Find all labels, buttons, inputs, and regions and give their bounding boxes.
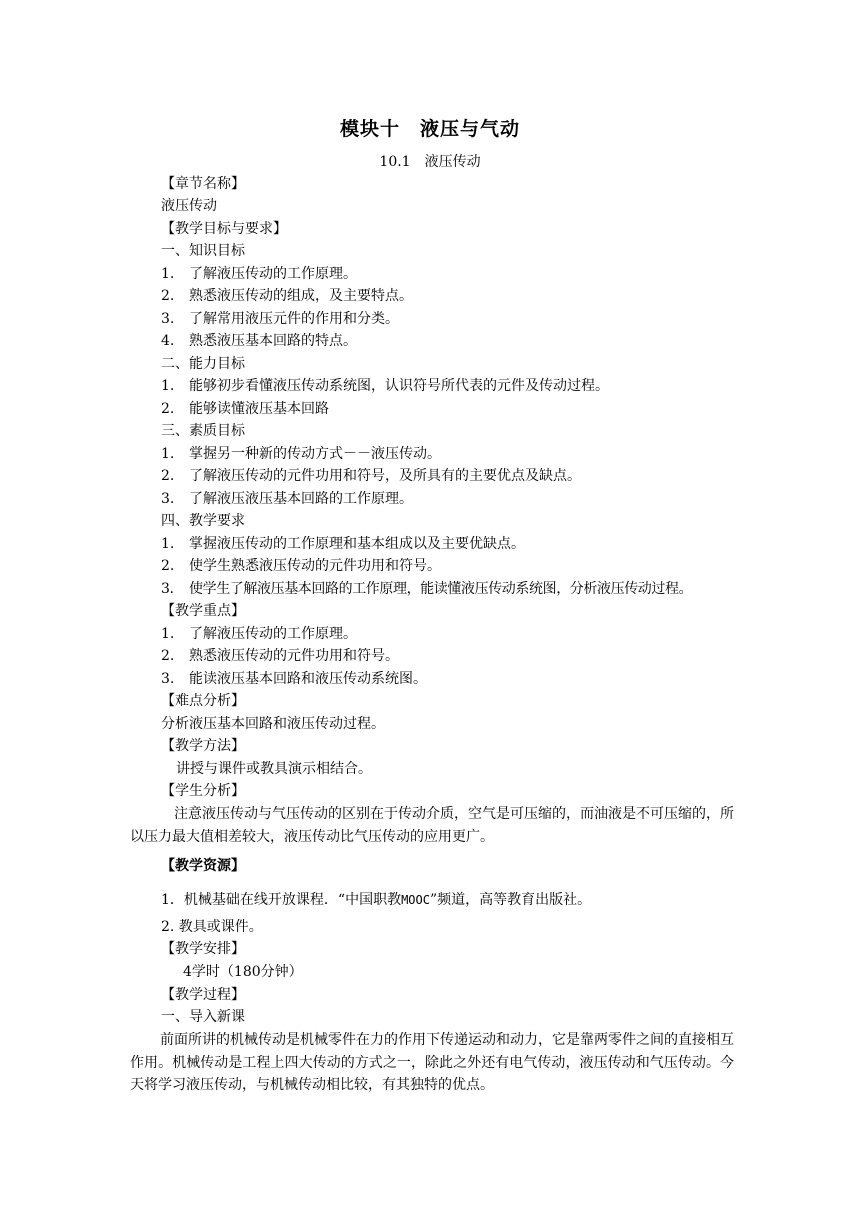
item-number: 1. [161, 266, 175, 282]
ability-item [161, 400, 329, 418]
student-analysis-text: 注意液压传动与气压传动的区别在于传动介质，空气是可压缩的，而油液是不可压缩的，所以压力最大值相差较大，液压传动比气压传动的应用更广。 [130, 806, 734, 845]
item-number: 1. [161, 626, 175, 642]
mooc-label: MOOC [401, 893, 430, 907]
chapter-heading: 【章节名称】 [161, 176, 245, 192]
section-title: 10.1 液压传动 [379, 154, 481, 170]
item-text: 了解液压液压基本回路的工作原理。 [189, 491, 413, 507]
item-text: 能读液压基本回路和液压传动系统图。 [189, 671, 427, 687]
item-text: 熟悉液压基本回路的特点。 [189, 333, 357, 349]
goals-heading: 【教学目标与要求】 [161, 221, 287, 237]
item-number: 4. [161, 333, 175, 349]
item-number: 2. [161, 648, 175, 664]
item-number: 1. [161, 378, 175, 394]
method-text: 讲授与课件或教具演示相结合。 [176, 761, 372, 777]
item-number: 1. [161, 536, 175, 552]
item-number: 3. [161, 671, 175, 687]
quality-item [161, 490, 413, 508]
requirement-item [161, 580, 692, 598]
intro-text: 前面所讲的机械传动是机械零件在力的作用下传递运动和动力，它是靠两零件之间的直接相互作用。机械传动是工程上四大传动的方式之一，除此之外还有电气传动，液压传动和气压传动。今天将学习液压传动，与机械传动相比较，有其独特的优点。 [130, 1032, 734, 1093]
method-heading: 【教学方法】 [161, 738, 245, 754]
item-number: 1. [161, 446, 175, 462]
item-text: 能够读懂液压基本回路 [189, 401, 329, 417]
module-title: 模块十 液压与气动 [339, 118, 520, 140]
knowledge-item [161, 287, 413, 305]
knowledge-item [161, 332, 357, 350]
knowledge-heading: 一、知识目标 [161, 243, 245, 259]
quality-item [161, 467, 581, 485]
intro-heading: 一、导入新课 [161, 1009, 245, 1025]
schedule-heading: 【教学安排】 [161, 941, 245, 957]
item-text: 熟悉液压传动的元件功用和符号。 [189, 648, 399, 664]
process-heading: 【教学过程】 [161, 987, 245, 1003]
item-text: 了解液压传动的工作原理。 [189, 626, 357, 642]
difficulty-heading: 【难点分析】 [161, 693, 245, 709]
requirement-item [161, 535, 525, 553]
key-item [161, 625, 357, 643]
resource-item: 2. 教具或课件。 [161, 919, 263, 935]
quality-heading: 三、素质目标 [161, 423, 245, 439]
item-number: 3. [161, 491, 175, 507]
item-number: 2. [161, 558, 175, 574]
ability-heading: 二、能力目标 [161, 356, 245, 372]
item-text: 了解常用液压元件的作用和分类。 [189, 311, 399, 327]
item-text: 了解液压传动的元件功用和符号，及所具有的主要优点及缺点。 [189, 468, 581, 484]
resource-text: 1．机械基础在线开放课程．“中国职教 [161, 892, 402, 908]
knowledge-item [161, 265, 357, 283]
ability-item [161, 377, 609, 395]
item-text: 使学生了解液压基本回路的工作原理，能读懂液压传动系统图，分析液压传动过程。 [189, 581, 693, 597]
quality-item [161, 445, 441, 463]
item-text: 能够初步看懂液压传动系统图，认识符号所代表的元件及传动过程。 [189, 378, 609, 394]
knowledge-item [161, 310, 399, 328]
item-number: 2. [161, 468, 175, 484]
resources-heading: 【教学资源】 [161, 858, 245, 874]
item-number: 3. [161, 311, 175, 327]
chapter-name: 液压传动 [161, 198, 217, 214]
key-heading: 【教学重点】 [161, 603, 245, 619]
resource-text-end: ”频道，高等教育出版社。 [429, 892, 592, 908]
item-text: 了解液压传动的工作原理。 [189, 266, 357, 282]
difficulty-text: 分析液压基本回路和液压传动过程。 [161, 716, 385, 732]
item-text: 使学生熟悉液压传动的元件功用和符号。 [189, 558, 441, 574]
item-number: 2. [161, 288, 175, 304]
requirement-item [161, 557, 441, 575]
key-item [161, 647, 399, 665]
requirements-heading: 四、教学要求 [161, 513, 245, 529]
student-heading: 【学生分析】 [161, 783, 245, 799]
item-text: 掌握另一种新的传动方式－－液压传动。 [189, 446, 441, 462]
item-number: 3. [161, 581, 174, 597]
schedule-text: 4学时（180分钟） [183, 964, 303, 980]
key-item [161, 670, 427, 688]
resource-item [161, 891, 591, 909]
item-text: 熟悉液压传动的组成，及主要特点。 [189, 288, 413, 304]
item-number: 2. [161, 401, 175, 417]
item-text: 掌握液压传动的工作原理和基本组成以及主要优缺点。 [189, 536, 525, 552]
